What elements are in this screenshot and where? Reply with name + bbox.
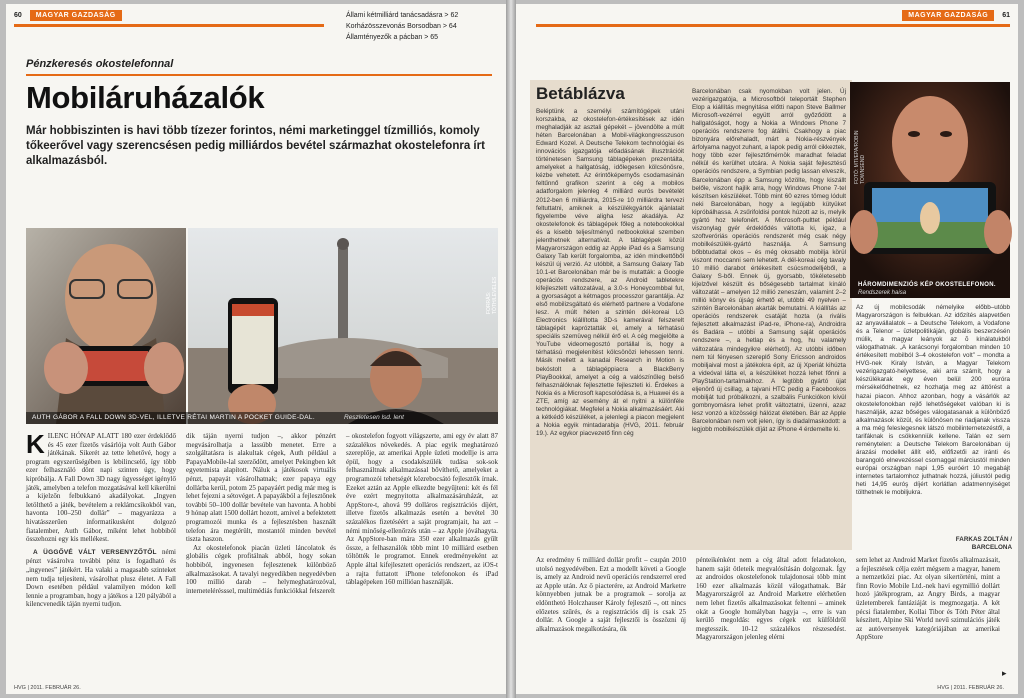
sidebar-column-3	[856, 304, 1010, 534]
kicker-rule	[26, 74, 492, 76]
photo-caption-right: HÁROMDIMENZIÓS KÉP OKOSTELEFONON.	[858, 282, 996, 288]
section-label-left: MAGYAR GAZDASÁG	[30, 10, 122, 21]
sidebar-title: Betáblázva	[536, 84, 625, 103]
photo-auth-gabor-art	[26, 228, 186, 424]
col2-paragraph-2: Az okostelefonok piacán üzleti láncolatok és globális cégek profitálnak abból, hogy sokan hobbiból, ingyenesen fejlesztenek különböző alkalmazásokat. A tavalyi negyedikben negyedévben 100 millió darab – helymeghatározóval, internetelérésssel, multimédiás funkciókkal felszerelt	[186, 543, 336, 595]
right-page	[516, 4, 1018, 694]
teaser-1[interactable]: Állami kétmilliárd tanácsadásra > 62	[346, 12, 459, 19]
spine-gutter	[506, 0, 516, 698]
sidebar-column-1	[536, 108, 684, 538]
footer-right: HVG | 2011. FEBRUÁR 26.	[937, 685, 1004, 691]
sidebar-byline: FARKAS ZOLTÁN / BARCELONA	[955, 536, 1012, 552]
col3-paragraph-1: – okostelefon fogyott világszerte, ami egy év alatt 87 százalékos növekedés. A piac egyik meghatározó szereplője, az amerikai Apple üzleti modellje is arra épül, hogy a csodakészülék tudása sok-sok felhasználtnak alkalmazással bővíthető, amelyeket a programozói tehetségét közrebocsátó fejlesztők írnak. Ezeket aztán az Apple elkezdte begyűjteni: két és fél éve ezért megnyitotta alkalmazásáruházát, az AppStore-t, ahová 99 dolláros regisztrációs díjért, illetve fizetős alkalmazás esetén a bevétel 30 százalékos fizetéséért a saját programjait, ha azt – némi minőség-ellenőrzés után – az Apple jóváhagyta. Az AppStore-ban mára 350 ezer alkalmazás gyűlt össze, a felhasználók több mint 10 milliárd esetben töltötték le programot. Ennek eredményeként az Apple által kifejlesztett operációs rendszert, az iOS-t a rajta futtatott iPhone telefonokon és iPad táblagépeken 160 millióan használják.	[346, 432, 498, 587]
photo-caption-right-sub: Rendszerek haisa	[858, 290, 907, 296]
header-rule-right	[536, 24, 1010, 27]
photo-3d-phone-art	[850, 82, 1010, 298]
headline: Mobiláruházalók	[26, 80, 265, 115]
drop-cap: K	[26, 429, 45, 459]
lower-column-1	[536, 556, 686, 682]
body-column-3	[346, 432, 498, 687]
sidebar-col1-text: Beléptünk a személyi számítógépek utáni korszakba, az okostelefon-értékesítések az idén meghaladják az asztali gépekét – jövendölte a múlt héten Barcelonában a Mobil-világkongresszuson Edward Kozel. A Deutsche Telekom technológiai és innovációs igazgatója előadásának illusztrációit történetesen Samsung táblagépeken prezentálta, amelyeket a hallgatóság, időlegesen kölcsönösre, kézbe vehetett. Az érintőképernyős csodamasinán feltűnnő grafikon szerint a cég a mobilos adatforgalom jelenleg 4 milliárd eurós bevételét 2012-ben 6 milliárdra, 2015-re 10 milliárdra tervezi feltuttatni, amiknek a készülékgyártók ajánlatait figyelembe véve aligha lesz akadálya. Az okostelefonok és táblagépek főleg a notebookokkal és a kisebb teljesítményű netbookokkal szemben jelenthetnek alternatívát. A táblagépek közül Magyarországon eddig az Apple iPad és a Samsung Galaxy Tab került forgalomba, az idén mindkettőből készül új verzió. Az utóbbit, a Samsung Galaxy Tab 10.1-et Barcelonában már be is mutatták: a Google operációs rendszere, az Android tabletekre kifejlesztett változatával, a 3.0-s Honeycombbal fut, a gyorsaságot a kétmagos processzor garantálja. Az első mobilizsgáltató és elérhető partnere a Vodafone lesz. A múlt héten a szintén dél-koreai LG Electronics kiállította 3D-s kamerával felszerelt táblagépét kapróztatták el, amely a térhatású speciális szemüveg nélkül érő el. A cég megjelölte a YouTube videomegosztó portállal is, hogy a térhatású megjelenítést kölcsönözi lehessen tenni. Másik mellett a kanadai Research in Motion is bekóstolt a táblagéppiacra a BlackBerry PlayBookkal, amelyet a cég a valószínűleg belső felhasználóknak fejlesztette fejleszteti ki. Érdekes a Nokia és a Microsoft kapcsolódása is, a Huawei és a ZTE, amíg az esemény át el nyitni a különféle technológiákat. Megfelel a Nokia alkalmazásáért. Aki a kétkédő készüléket, a jelenlegi a piacon megjelent a Nokia egyik mintadarabja (HVG, 2011. február 19.). Az egykor piacvezető finn cég	[536, 108, 684, 437]
lead-paragraph: Már hobbiszinten is havi több tízezer forintos, némi marketinggel tízmilliós, komoly tőkeerővel vagy szerencsésen pedig milliárdos bevétel származhat okostelefonra írt alkalmazásból.	[26, 125, 485, 167]
footer-left: HVG | 2011. FEBRUÁR 26.	[14, 685, 81, 691]
lower-column-2	[696, 556, 846, 682]
left-page	[6, 4, 506, 694]
body-column-2	[186, 432, 336, 687]
teaser-3[interactable]: Államtényezők a pácban > 65	[346, 34, 439, 41]
sidebar-col3-text: Az új mobilcsodák némelyike előbb–utóbb Magyarországon is felbukkan. Az időzítés alapvetően az anyavállalatok – a Deutsche Telekom, a Vodafone és a Telenor – üzletpolitikáján, globális beszerzésén múlik, a magyar leányok az õ kínálatukból válogathatnak. „A karácsonyi forgalomban minden 10 értékesített mobilból 3–4 okostelefon volt” – mondta a HVG-nek Kiraly István, a Magyar Telekom vezérigazgató-helyettese, aki arra számít, hogy a készülékarak egy éven belül 200 euróra mérsékelődhetnek, ez hozhatja meg az áttörést a hazai piacon. Ahhoz azonban, hogy a vásárlók az okostelefonokban rejlő lehetőségeket valóban ki is használják, azaz bőséges válogatasanak a különböző alkalmazások közül, és különösen ne riadjanak vissza a ma még feleslegesnek látszó mobilinternetezéstől, a tarifáknak is csökkenniük kellene. Talán ez sem reménytelen: a Deutsche Telekom Barcelonában új árazási modellet állít elő, előfizetői az iránti és barangoló elnevezéssel csomaggal márciustól minden európai országban napi 1,95 euróért 10 megabájt internetes tartalomhoz juthatnak hozzá, júliustól pedig heti 14,95 euróş díjért korlátlan adatmennyiséget tölthetnek le mobiljukra.	[856, 304, 1010, 497]
lower-col2-text: pénteikénként nem a cég által adott feladatokon, hanem saját ötleteik megvalósításán dolgoznak. Így az androidos okostelefonok tulajdonosai több mint 160 ezer alkalmazás közül válogathatnak. Bár Magyarországról az Android Marketre elérhetően nem lehet fizetős alkalmazásokat feltenni – aminek okát a Google homályban hagyja –, erre is van kerülő megoldás: egyes cégek ezt külföldről megtesszik. 10-12 százalékos részesedést. Magyarországon jelenleg elérni	[696, 556, 846, 642]
page-number-right: 61	[1002, 12, 1010, 19]
col1-paragraph-2	[26, 548, 176, 609]
sidebar-col2-text: Barcelonában csak nyomokban volt jelen. Új vezérigazgatója, a Microsoftból teleportált Stephen Elop a kiállítás megnyitása előtti napon Steve Ballmer Microsoft-vezérrel együtt arról győződött a hallgatóságot, hogy a Nokia a Windows Phone 7 operációs rendszerre fog átállni. Csakhogy a piac bizonyára előrehaladt, márt a Nokia-részvények árfolyama nagyot zuhant, a lapok pedig arról cikkeztek, hogy több ezer fejlesztőmérnök maradhat feladat nélkül és kerülhet utcára. A Nokia saját fejlesztésű operációs rendszere, a Symbian pedig lassan elveszik, Barcelonában épp a Samsung közölte, hogy kiszállt belőle, viszont hajlik arra, hogy Windows Phone 7-tel készítsen készüléket. Több mint 60 ezres tömeg lódult neki Barcelonában, hogy a legújabb kütyüket kipróbálhassa. A zsűrifoldisi pontok húzott az is, melyik gyártó hoz telefonért. A Microsoft-pulttet például viszonylag gyér érdeklődés váltotta ki, igaz, a szoftveróriás operációs rendszerét még csak négy mobilkészülék-gyártó használja. A Samsung bőbbtudattal okos – és még okosabb mobilja körül viszont moccanni sem lehetett. A dél-koreai cég tavaly 10 millió darabot értékesített csúcsmodelljéből, a Galaxy S-ből. Ennek új, gyorsabb, tökéletesebb kijelzővel készült és bőségesebb tartalmat kínáló változatát – amelyen 12 millió zeneszám, valamint 2–2 millió könyv és újság érhető el, utóbbi 49 nyelven – szintén Barcelonában akarták bemutatni. A kiállítás az operációs rendszerek csatáját hozta (a rivális fejlesztett alkalmazást iPad-re, iPhone-ra), Androidra és Badára – utóbbi a Samsung saját operációs rendszere –, a hetlap és a hog, hu valamely változatára mindegyikre elérhető). Az utóbbi időben nem túl fényesen szereplő Sony Ericsson androidos mobiljaival most a játékokra épít, az új Xperiát kihúzta a videóval látta el, a készüléket hozzá lehet főnni a PlayStation-tartalmakhoz. A legtöbb gyártó újat eljenörő új csillag, a tajvani HTC pedig a Facebookos mobilját tud próbálkozni, a szalbális Funkciókon kívül gombnyomásra lehet profilt változtatni, üzenni, azaz lesz vonzó a közösségi hálózat életében. Bár az Apple Barcelonában nem volt jelen, így is diadalmaskodott: a legjobb mobilkészülék díját az iPhone 4 érdemelte ki.	[692, 88, 846, 433]
lower-col3-text: sem lehet az Android Market fizetős alkalmazásait, a fejlesztések célja ezért mégsem a magyar, hanem a nemzetközi piac. Az olyan sikertörténi, mint a finn Rovio Mobile Ltd.-nek havi egymillió dollárt hozó játékprogram, az Angry Birds, a magyar üzletemberek fantáziáját is megmozgatja. A két pécsi fiatalember, Kollai Tibor és Tóth Péter által készített, Alpine Ski World nevű szimulációs játék az autóversenyek kategóriájában az amerikai AppStore	[856, 556, 1000, 642]
section-label-right: MAGYAR GAZDASÁG	[902, 10, 994, 21]
left-header	[14, 10, 122, 24]
photo-retai-martin	[188, 228, 498, 424]
col2-paragraph-1: dik táján nyerni tudjon –, akkor pénzért megvásárolhatja a lassúbb menetet. Erre a szolgáltatásra is alakultak cégek, Auth például a PapayaMobile-lal szerződött, amelyet Pekingben két egyetemista alapított. Náluk a játékosok virtuális pénzt, papayát vásárolhatnak; ezer papaya egy dollárba kerül, potom 25 papayáért pedig már meg is lehet fejezni a sétovéget. A papayákból a fejlesztőnek további 50–100 dollár bevétele van havonta. A hobbi 9 hónap alatt 1500 dollárt hozott, amivel a befektetett programozói munka és a fejlesztésben használt telefon ára megtérült, mostantól minden bevétel tiszta haszon.	[186, 432, 336, 544]
teaser-box	[346, 10, 501, 43]
header-rule	[14, 24, 324, 27]
photo-caption-credit: Reszletesen lsd. lent	[344, 414, 404, 421]
photo-credit-right: FOTÓ: MTI/EPA/ROBIN TOWNSEND	[854, 130, 866, 184]
photo-caption: AUTH GÁBOR A FALL DOWN 3D-VEL, ILLETVE RÉTAI MARTIN A POCKET GUIDE-DAL.	[32, 414, 315, 421]
teaser-2[interactable]: Korházösszevonás Borsodban > 64	[346, 23, 457, 30]
sidebar-column-2	[692, 88, 846, 538]
page-number-left: 60	[14, 12, 22, 19]
lower-column-3	[856, 556, 1000, 682]
photo-3d-phone	[850, 82, 1010, 298]
lower-col1-text: Az eredmény 6 milliárd dollár profit – csupán 2010 utolsó negyedévében. Ezt a modellt követi a Google is, amely az Android nevű operációs rendszerrel ered az Apple után. Az ő piacterére, az Android Marketre könnyebben jutnak be a programok – sorolja az eldönthetó Holczhauser Károly fejlesztő –, ott nincs előzetes szűrés, és a regisztrációs díj is csak 25 dollár. A Google a saját fejlesztői is összözni új alkalmazások megalkotására, ők	[536, 556, 686, 633]
col1-paragraph-2-text: némi pénzt vásárolva további pénz is fogadható és „ingyenes” játékért. Ha valaki a magasabb szinteket nem tudja teljesíteni, vásárolhat plusz életet. A Fall Down esetében például valamilyen módon kell lennie a programban, hogy a játékos a 120 pályából a kilencvenedik táján nyerni tudjon.	[26, 547, 176, 609]
photo-retai-martin-art	[188, 228, 498, 424]
col1-paragraph-1: ILENC HÓNAP ALATT 180 ezer érdeklődő és 45 ezer fizetős vásárlója volt Auth Gábor játékának. Sikerét az tette lehetővé, hogy a program egyszerűségében is lebilincselő, így több ezer felhasználó dönt napi szinten úgy, hogy kipróbálja. A Fall Down 3D nagy ügyességet igénylő játék, amelyben a telefon mozgatásával kell kikerülni a kijelzőn felbukkanó akadályokat. „Ingyen letölthető a játék, bevételem a reklámcsíkokból van, havonta 100–250 dollár” – magyarázza a hivatásszerűen informatikusként dolgozó fiatalember, Auth Gábor, míként lehet hobbiból összehozni egy kis mellékest.	[26, 432, 176, 544]
continue-arrow-icon: ▸	[1002, 668, 1007, 678]
col1-run-in-head: A ÜGGŐVÉ VÁLT VERSENYZŐTŐL	[33, 548, 157, 556]
photo-credit-vertical: FORRÁS: TÓTH/LEVELES	[486, 276, 498, 314]
right-header	[902, 10, 1010, 24]
kicker: Pénzkeresés okostelefonnal	[26, 58, 174, 70]
photo-auth-gabor	[26, 228, 186, 424]
body-column-1	[26, 429, 176, 687]
